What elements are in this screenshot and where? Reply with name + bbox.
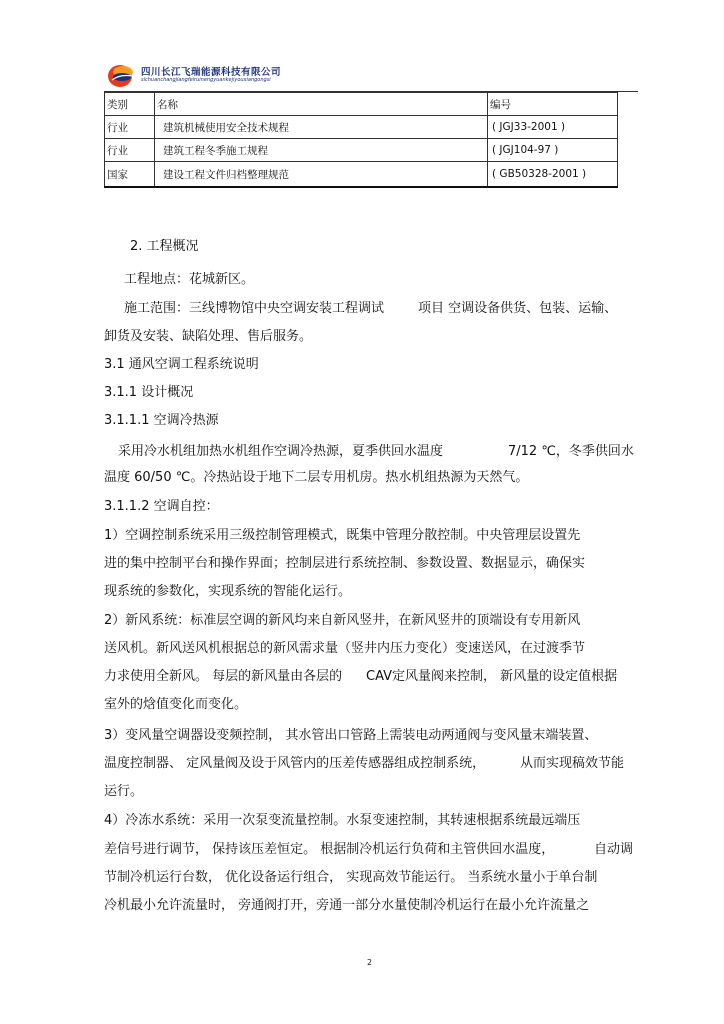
section-title: 2. 工程概况 bbox=[130, 239, 199, 254]
heading-3-1: 3.1 通风空调工程系统说明 bbox=[104, 357, 259, 372]
para-heat-source-2: 温度 60/50 ℃。冷热站设于地下二层专用机房。热水机组热源为天然气。 bbox=[104, 470, 529, 485]
cell-category: 行业 bbox=[105, 139, 155, 162]
control-3-line-2b: 从而实现稿效节能 bbox=[520, 756, 625, 771]
standards-table bbox=[104, 92, 618, 188]
control-2-line-2: 送风机。新风送风机根据总的新风需求量（竖井内压力变化）变速送风，在过渡季节 bbox=[104, 641, 586, 656]
control-1-line-2: 进的集中控制平台和操作界面；控制层进行系统控制、参数设置、数据显示，确保实 bbox=[104, 556, 586, 571]
heading-3-1-1-1: 3.1.1.1 空调冷热源 bbox=[104, 413, 219, 428]
control-3-line-3: 运行。 bbox=[104, 784, 144, 799]
control-4-line-2a: 差信号进行调节， 保持该压差恒定。 根据制冷机运行负荷和主管供回水温度， bbox=[104, 842, 555, 857]
control-4-line-4: 冷机最小允许流量时， 旁通阀打开，旁通一部分水量使制冷机运行在最小允许流量之 bbox=[104, 898, 590, 913]
control-4-line-1: 4）冷冻水系统：采用一次泵变流量控制。水泵变速控制，其转速根据系统最远端压 bbox=[104, 813, 581, 828]
control-1-line-3: 现系统的参数化，实现系统的智能化运行。 bbox=[104, 584, 352, 599]
header-category: 类别 bbox=[105, 93, 155, 116]
control-1-line-1: 1）空调控制系统采用三级控制管理模式，既集中管理分散控制。中央管理层设置先 bbox=[104, 528, 581, 543]
header-name: 名称 bbox=[155, 93, 488, 116]
cell-category: 行业 bbox=[105, 116, 155, 139]
cell-name: 建筑工程冬季施工规程 bbox=[155, 139, 488, 162]
project-location: 工程地点：花城新区。 bbox=[124, 272, 255, 287]
cell-number: ( GB50328-2001 ) bbox=[488, 162, 618, 188]
scope-line-1b: 项目 空调设备供货、包装、运输、 bbox=[418, 301, 618, 316]
heading-3-1-1-2: 3.1.1.2 空调自控： bbox=[104, 499, 219, 514]
page-number: 2 bbox=[367, 958, 373, 967]
control-4-line-3: 节制冷机运行台数， 优化设备运行组合， 实现高效节能运行。 当系统水量小于单台制 bbox=[104, 870, 598, 885]
cell-number: ( JGJ104-97 ) bbox=[488, 139, 618, 162]
company-name: 四川长江飞瑞能源科技有限公司 bbox=[141, 67, 282, 78]
table-row bbox=[105, 139, 618, 162]
para-heat-source-1b: 7/12 ℃，冬季供回水 bbox=[508, 444, 634, 459]
control-2-line-3a: 力求使用全新风。 每层的新风量由各层的 bbox=[104, 669, 343, 684]
control-4-line-2b: 自动调 bbox=[594, 842, 634, 857]
scope-line-1a: 施工范围：三线博物馆中央空调安装工程调试 bbox=[124, 301, 385, 316]
cell-number: ( JGJ33-2001 ) bbox=[488, 116, 618, 139]
table-header-row bbox=[105, 93, 618, 116]
table-row bbox=[105, 116, 618, 139]
scope-line-2: 卸货及安装、缺陷处理、售后服务。 bbox=[104, 329, 313, 344]
control-3-line-2a: 温度控制器、 定风量阀及设于风管内的压差传感器组成控制系统， bbox=[104, 756, 486, 771]
para-heat-source-1a: 采用冷水机组加热水机组作空调冷热源，夏季供回水温度 bbox=[118, 444, 444, 459]
cell-name: 建设工程文件归档整理规范 bbox=[155, 162, 488, 188]
control-2-line-1: 2）新风系统：标准层空调的新风均来自新风竖井，在新风竖井的顶端设有专用新风 bbox=[104, 613, 581, 628]
header-number: 编号 bbox=[488, 93, 618, 116]
company-pinyin: sichuanchangjiangfeiruinengyuankejiyouxiangongsi bbox=[141, 77, 271, 83]
control-3-line-1: 3）变风量空调器设变频控制， 其水管出口管路上需装电动两通阀与变风量末端装置、 bbox=[104, 728, 598, 743]
heading-3-1-1: 3.1.1 设计概况 bbox=[104, 385, 194, 400]
control-2-line-3b: CAV定风量阀来控制， 新风量的设定值根据 bbox=[366, 669, 618, 684]
cell-name: 建筑机械使用安全技术规程 bbox=[155, 116, 488, 139]
company-logo-icon bbox=[106, 62, 136, 88]
company-header bbox=[106, 60, 326, 90]
control-2-line-4: 室外的焓值变化而变化。 bbox=[104, 697, 248, 712]
table-row bbox=[105, 162, 618, 188]
cell-category: 国家 bbox=[105, 162, 155, 188]
